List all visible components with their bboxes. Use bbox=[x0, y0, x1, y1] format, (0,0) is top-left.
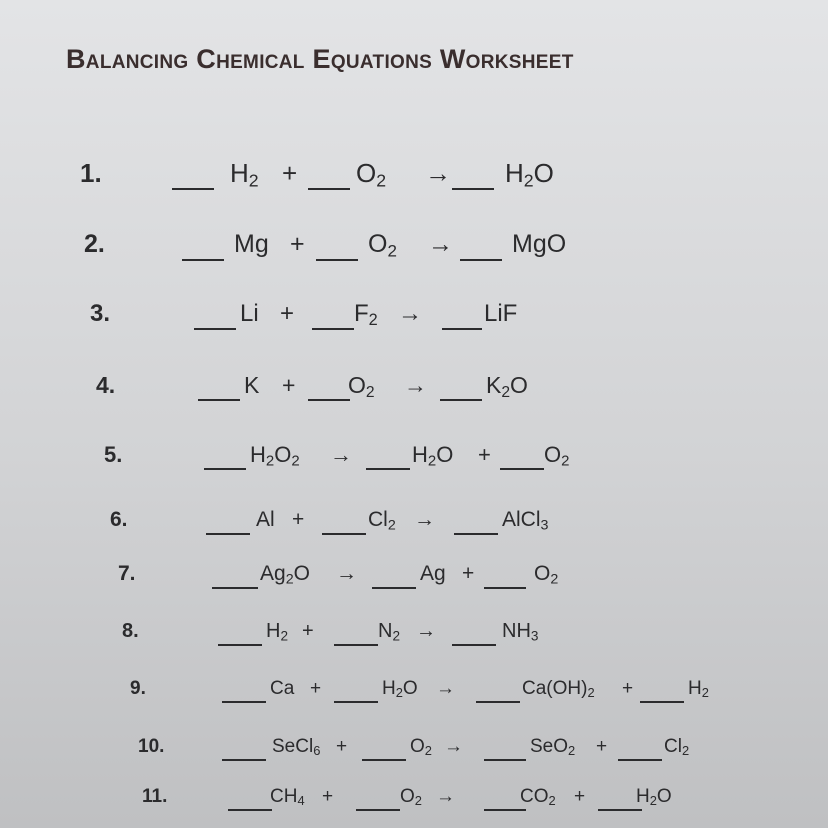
formula-subscript: 2 bbox=[387, 241, 397, 261]
coefficient-blank[interactable] bbox=[206, 533, 250, 535]
coefficient-blank[interactable] bbox=[452, 644, 496, 646]
coefficient-blank[interactable] bbox=[598, 809, 642, 811]
plus-sign: + bbox=[322, 786, 334, 807]
chemical-formula: $O_2$ bbox=[348, 372, 375, 401]
formula-subscript: 2 bbox=[280, 628, 289, 644]
formula-subscript: 2 bbox=[548, 793, 556, 809]
equation-number: 4. bbox=[96, 372, 116, 398]
coefficient-blank[interactable] bbox=[442, 328, 482, 330]
plus-sign: + bbox=[478, 442, 491, 467]
chemical-formula: Li bbox=[240, 300, 259, 327]
chemical-formula: AlCl$_3$ bbox=[502, 508, 549, 534]
formula-subscript: 3 bbox=[540, 517, 549, 534]
chemical-formula: $Cl_2$ bbox=[368, 508, 396, 534]
equation-row bbox=[0, 300, 828, 340]
chemical-formula: $Ca(OH)_2$ bbox=[522, 678, 595, 701]
coefficient-blank[interactable] bbox=[222, 701, 266, 703]
coefficient-blank[interactable] bbox=[500, 468, 544, 470]
plus-sign: + bbox=[282, 372, 296, 398]
coefficient-blank[interactable] bbox=[484, 587, 526, 589]
chemical-formula: SeCl$_6$ bbox=[272, 736, 321, 759]
plus-sign: + bbox=[336, 736, 348, 757]
equation-row bbox=[0, 442, 828, 482]
formula-subscript: 2 bbox=[523, 170, 534, 191]
coefficient-blank[interactable] bbox=[212, 587, 258, 589]
coefficient-blank[interactable] bbox=[198, 399, 240, 401]
reaction-arrow-icon: → bbox=[398, 300, 422, 327]
formula-subscript: 6 bbox=[313, 743, 321, 759]
coefficient-blank[interactable] bbox=[372, 587, 416, 589]
coefficient-blank[interactable] bbox=[484, 759, 526, 761]
coefficient-blank[interactable] bbox=[362, 759, 406, 761]
coefficient-blank[interactable] bbox=[618, 759, 662, 761]
coefficient-blank[interactable] bbox=[172, 188, 214, 190]
coefficient-blank[interactable] bbox=[316, 259, 358, 261]
equation-number: 11. bbox=[142, 786, 168, 807]
chemical-formula: $H_2$ bbox=[688, 678, 709, 701]
reaction-arrow-icon: → bbox=[330, 442, 352, 467]
chemical-formula: $O_2$ bbox=[368, 230, 397, 261]
coefficient-blank[interactable] bbox=[222, 759, 266, 761]
chemical-formula: $Ag_2O$ bbox=[260, 562, 310, 588]
equation-number: 8. bbox=[122, 620, 139, 642]
formula-subscript: 2 bbox=[501, 383, 511, 401]
chemical-formula: $CH_4$ bbox=[270, 786, 305, 809]
plus-sign: + bbox=[622, 678, 634, 699]
chemical-formula: $H_2O$ bbox=[636, 786, 672, 809]
plus-sign: + bbox=[596, 736, 608, 757]
equation-row bbox=[0, 736, 828, 776]
chemical-formula: Ca bbox=[270, 678, 295, 699]
coefficient-blank[interactable] bbox=[218, 644, 262, 646]
chemical-formula: $O_2$ bbox=[544, 442, 570, 470]
formula-subscript: 2 bbox=[587, 685, 595, 701]
plus-sign: + bbox=[282, 158, 298, 188]
formula-subscript: 2 bbox=[561, 452, 570, 470]
equation-number: 10. bbox=[138, 736, 165, 757]
reaction-arrow-icon: → bbox=[425, 158, 451, 188]
coefficient-blank[interactable] bbox=[460, 259, 502, 261]
chemical-formula: $H_2O$ bbox=[412, 442, 454, 470]
coefficient-blank[interactable] bbox=[640, 701, 684, 703]
chemical-formula: $O_2$ bbox=[400, 786, 422, 809]
formula-subscript: 2 bbox=[701, 685, 709, 701]
chemical-formula: $O_2$ bbox=[410, 736, 432, 759]
chemical-formula: Mg bbox=[234, 230, 269, 258]
reaction-arrow-icon: → bbox=[404, 372, 427, 398]
equation-row bbox=[0, 158, 828, 198]
plus-sign: + bbox=[292, 508, 305, 531]
equation-row bbox=[0, 620, 828, 660]
formula-subscript: 2 bbox=[387, 517, 396, 534]
coefficient-blank[interactable] bbox=[440, 399, 482, 401]
chemical-formula: $H_2O_2$ bbox=[250, 442, 300, 470]
plus-sign: + bbox=[574, 786, 586, 807]
reaction-arrow-icon: → bbox=[428, 230, 453, 258]
coefficient-blank[interactable] bbox=[366, 468, 410, 470]
coefficient-blank[interactable] bbox=[334, 701, 378, 703]
chemical-formula: $CO_2$ bbox=[520, 786, 556, 809]
chemical-formula: Al bbox=[256, 508, 275, 531]
coefficient-blank[interactable] bbox=[476, 701, 520, 703]
chemical-formula: $K_2O$ bbox=[486, 372, 528, 401]
coefficient-blank[interactable] bbox=[452, 188, 494, 190]
coefficient-blank[interactable] bbox=[454, 533, 498, 535]
equation-number: 6. bbox=[110, 508, 128, 531]
chemical-formula: K bbox=[244, 372, 260, 398]
equation-row bbox=[0, 562, 828, 602]
worksheet-title: Balancing Chemical Equations Worksheet bbox=[66, 44, 574, 74]
reaction-arrow-icon: → bbox=[436, 786, 455, 807]
formula-subscript: 2 bbox=[248, 170, 259, 191]
formula-subscript: 2 bbox=[681, 743, 690, 759]
formula-subscript: 2 bbox=[265, 452, 275, 470]
plus-sign: + bbox=[302, 620, 314, 642]
coefficient-blank[interactable] bbox=[356, 809, 400, 811]
formula-subscript: 2 bbox=[291, 452, 300, 470]
plus-sign: + bbox=[290, 230, 305, 258]
chemical-formula: $H_2O$ bbox=[382, 678, 418, 701]
chemical-formula: $H_2$ bbox=[230, 158, 259, 191]
coefficient-blank[interactable] bbox=[484, 809, 526, 811]
reaction-arrow-icon: → bbox=[416, 620, 436, 642]
coefficient-blank[interactable] bbox=[228, 809, 272, 811]
equation-number: 7. bbox=[118, 562, 136, 585]
formula-subscript: 2 bbox=[392, 628, 401, 644]
formula-subscript: 2 bbox=[568, 743, 576, 759]
chemical-formula: $O_2$ bbox=[356, 158, 387, 191]
chemical-formula: $O_2$ bbox=[534, 562, 559, 588]
chemical-formula: $H_2O$ bbox=[505, 158, 554, 191]
formula-subscript: 2 bbox=[285, 571, 294, 588]
formula-subscript: 4 bbox=[297, 793, 305, 809]
formula-subscript: 2 bbox=[424, 743, 432, 759]
chemical-formula: $NH_3$ bbox=[502, 620, 539, 644]
equation-row bbox=[0, 372, 828, 412]
plus-sign: + bbox=[310, 678, 322, 699]
coefficient-blank[interactable] bbox=[334, 644, 378, 646]
reaction-arrow-icon: → bbox=[444, 736, 463, 757]
reaction-arrow-icon: → bbox=[414, 508, 435, 531]
coefficient-blank[interactable] bbox=[308, 188, 350, 190]
chemical-formula: LiF bbox=[484, 300, 518, 327]
equation-number: 9. bbox=[130, 678, 146, 699]
plus-sign: + bbox=[462, 562, 475, 585]
equation-row bbox=[0, 508, 828, 548]
formula-subscript: 2 bbox=[395, 685, 403, 701]
formula-subscript: 2 bbox=[368, 311, 378, 330]
coefficient-blank[interactable] bbox=[322, 533, 366, 535]
formula-subscript: 2 bbox=[414, 793, 422, 809]
coefficient-blank[interactable] bbox=[308, 399, 350, 401]
coefficient-blank[interactable] bbox=[204, 468, 246, 470]
formula-subscript: 2 bbox=[365, 383, 375, 401]
chemical-formula: $F_2$ bbox=[354, 300, 378, 330]
chemical-formula: $N_2$ bbox=[378, 620, 401, 644]
chemical-formula: $Cl_2$ bbox=[664, 736, 690, 759]
equation-row bbox=[0, 230, 828, 270]
equation-number: 5. bbox=[104, 442, 123, 467]
plus-sign: + bbox=[280, 300, 295, 327]
chemical-formula: MgO bbox=[512, 230, 567, 258]
equation-number: 1. bbox=[80, 158, 102, 188]
formula-subscript: 2 bbox=[376, 170, 387, 191]
formula-subscript: 3 bbox=[530, 628, 539, 644]
coefficient-blank[interactable] bbox=[194, 328, 236, 330]
chemical-formula: Ag bbox=[420, 562, 446, 585]
coefficient-blank[interactable] bbox=[312, 328, 354, 330]
formula-subscript: 2 bbox=[427, 452, 437, 470]
formula-subscript: 2 bbox=[550, 571, 559, 588]
chemical-formula: SeO$_2$ bbox=[530, 736, 576, 759]
equation-number: 3. bbox=[90, 300, 111, 327]
reaction-arrow-icon: → bbox=[436, 678, 455, 699]
formula-subscript: 2 bbox=[649, 793, 657, 809]
equation-row bbox=[0, 678, 828, 718]
chemical-formula: $H_2$ bbox=[266, 620, 289, 644]
coefficient-blank[interactable] bbox=[182, 259, 224, 261]
equation-number: 2. bbox=[84, 230, 105, 258]
equation-row bbox=[0, 786, 828, 826]
reaction-arrow-icon: → bbox=[336, 562, 357, 585]
